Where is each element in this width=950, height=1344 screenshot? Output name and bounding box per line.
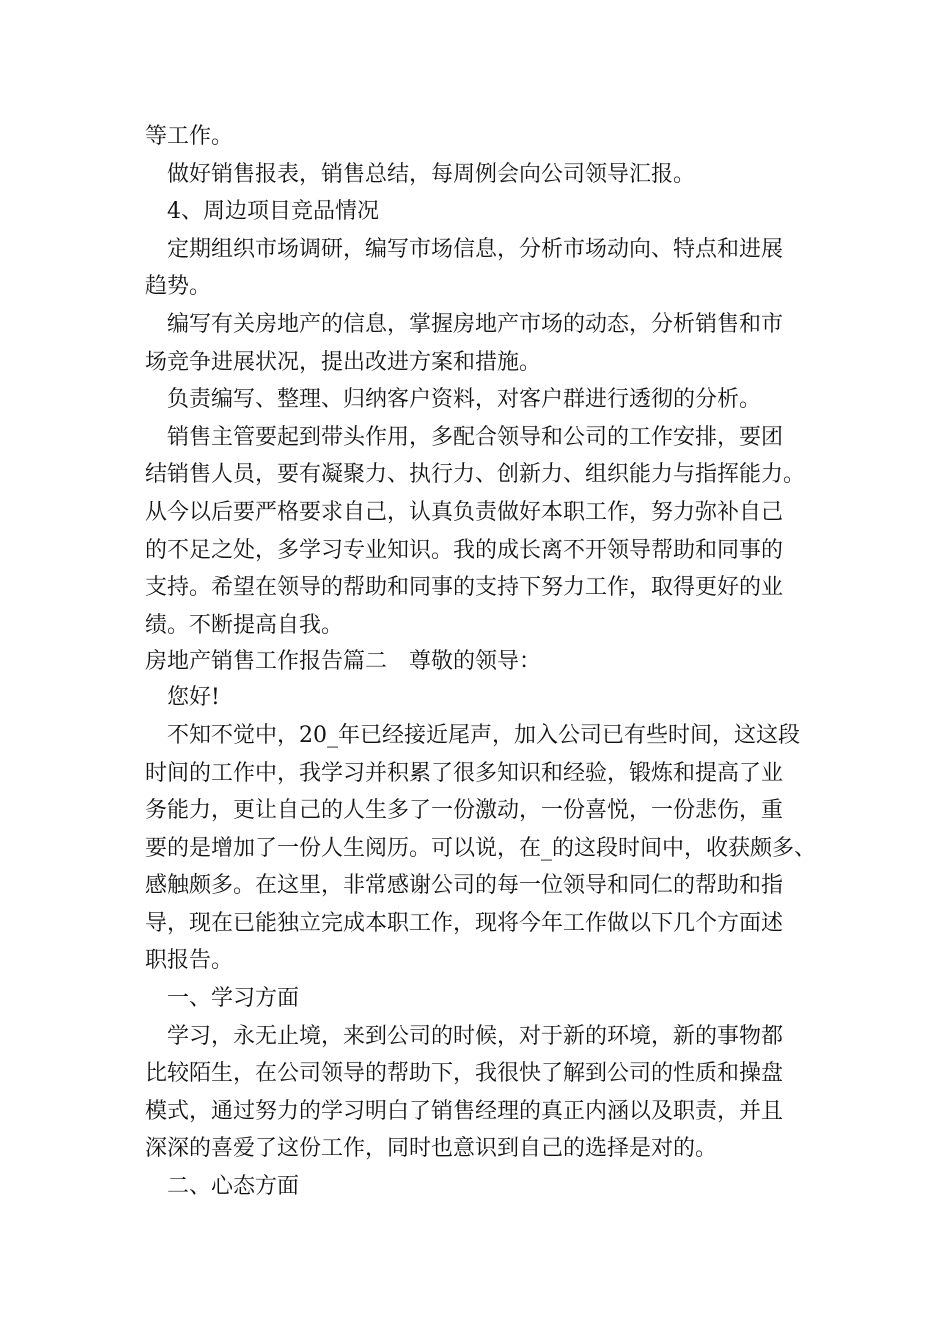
- text-line: 导，现在已能独立完成本职工作，现将今年工作做以下几个方面述: [145, 910, 784, 936]
- text-line: 支持。希望在领导的帮助和同事的支持下努力工作，取得更好的业: [145, 575, 784, 601]
- text-line: 职报告。: [145, 948, 234, 974]
- text-line: 务能力，更让自己的人生多了一份激动，一份喜悦，一份悲伤，重: [145, 798, 784, 824]
- text-line: 深深的喜爱了这份工作，同时也意识到自己的选择是对的。: [145, 1136, 718, 1162]
- section-heading: 二、心态方面: [145, 1174, 300, 1200]
- text-line: 要的是增加了一份人生阅历。可以说，在_的这段时间中，收获颇多、: [145, 835, 817, 861]
- text-line: 时间的工作中，我学习并积累了很多知识和经验，锻炼和提高了业: [145, 760, 784, 786]
- text-line: 感触颇多。在这里，非常感谢公司的每一位领导和同仁的帮助和指: [145, 873, 784, 899]
- report-title: 房地产销售工作报告篇二 尊敬的领导：: [145, 649, 542, 675]
- section-heading: 4、周边项目竞品情况: [145, 199, 379, 225]
- text-line: 结销售人员，要有凝聚力、执行力、创新力、组织能力与指挥能力。: [145, 462, 806, 488]
- text-line: 场竞争进展状况，提出改进方案和措施。: [145, 349, 542, 375]
- text-line: 销售主管要起到带头作用，多配合领导和公司的工作安排，要团: [145, 424, 784, 450]
- text-line: 模式，通过努力的学习明白了销售经理的真正内涵以及职责，并且: [145, 1098, 784, 1124]
- section-heading: 一、学习方面: [145, 986, 300, 1012]
- text-line: 不知不觉中，20_年已经接近尾声，加入公司已有些时间，这这段: [145, 722, 800, 748]
- text-line: 负责编写、整理、归纳客户资料，对客户群进行透彻的分析。: [145, 387, 762, 413]
- text-line: 做好销售报表，销售总结，每周例会向公司领导汇报。: [145, 161, 696, 187]
- text-line: 编写有关房地产的信息，掌握房地产市场的动态，分析销售和市: [145, 311, 784, 337]
- text-line: 等工作。: [145, 124, 234, 149]
- text-line: 绩。不断提高自我。: [145, 612, 344, 638]
- text-line: 定期组织市场调研，编写市场信息，分析市场动向、特点和进展: [145, 236, 784, 262]
- document-body: [145, 118, 815, 1206]
- text-line: 趋势。: [145, 274, 212, 300]
- text-line: 学习，永无止境，来到公司的时候，对于新的环境，新的事物都: [145, 1023, 784, 1049]
- text-line: 从今以后要严格要求自己，认真负责做好本职工作，努力弥补自己: [145, 499, 784, 525]
- greeting: 您好!: [145, 685, 220, 711]
- text-line: 比较陌生，在公司领导的帮助下，我很快了解到公司的性质和操盘: [145, 1061, 784, 1087]
- text-line: 的不足之处，多学习专业知识。我的成长离不开领导帮助和同事的: [145, 537, 784, 563]
